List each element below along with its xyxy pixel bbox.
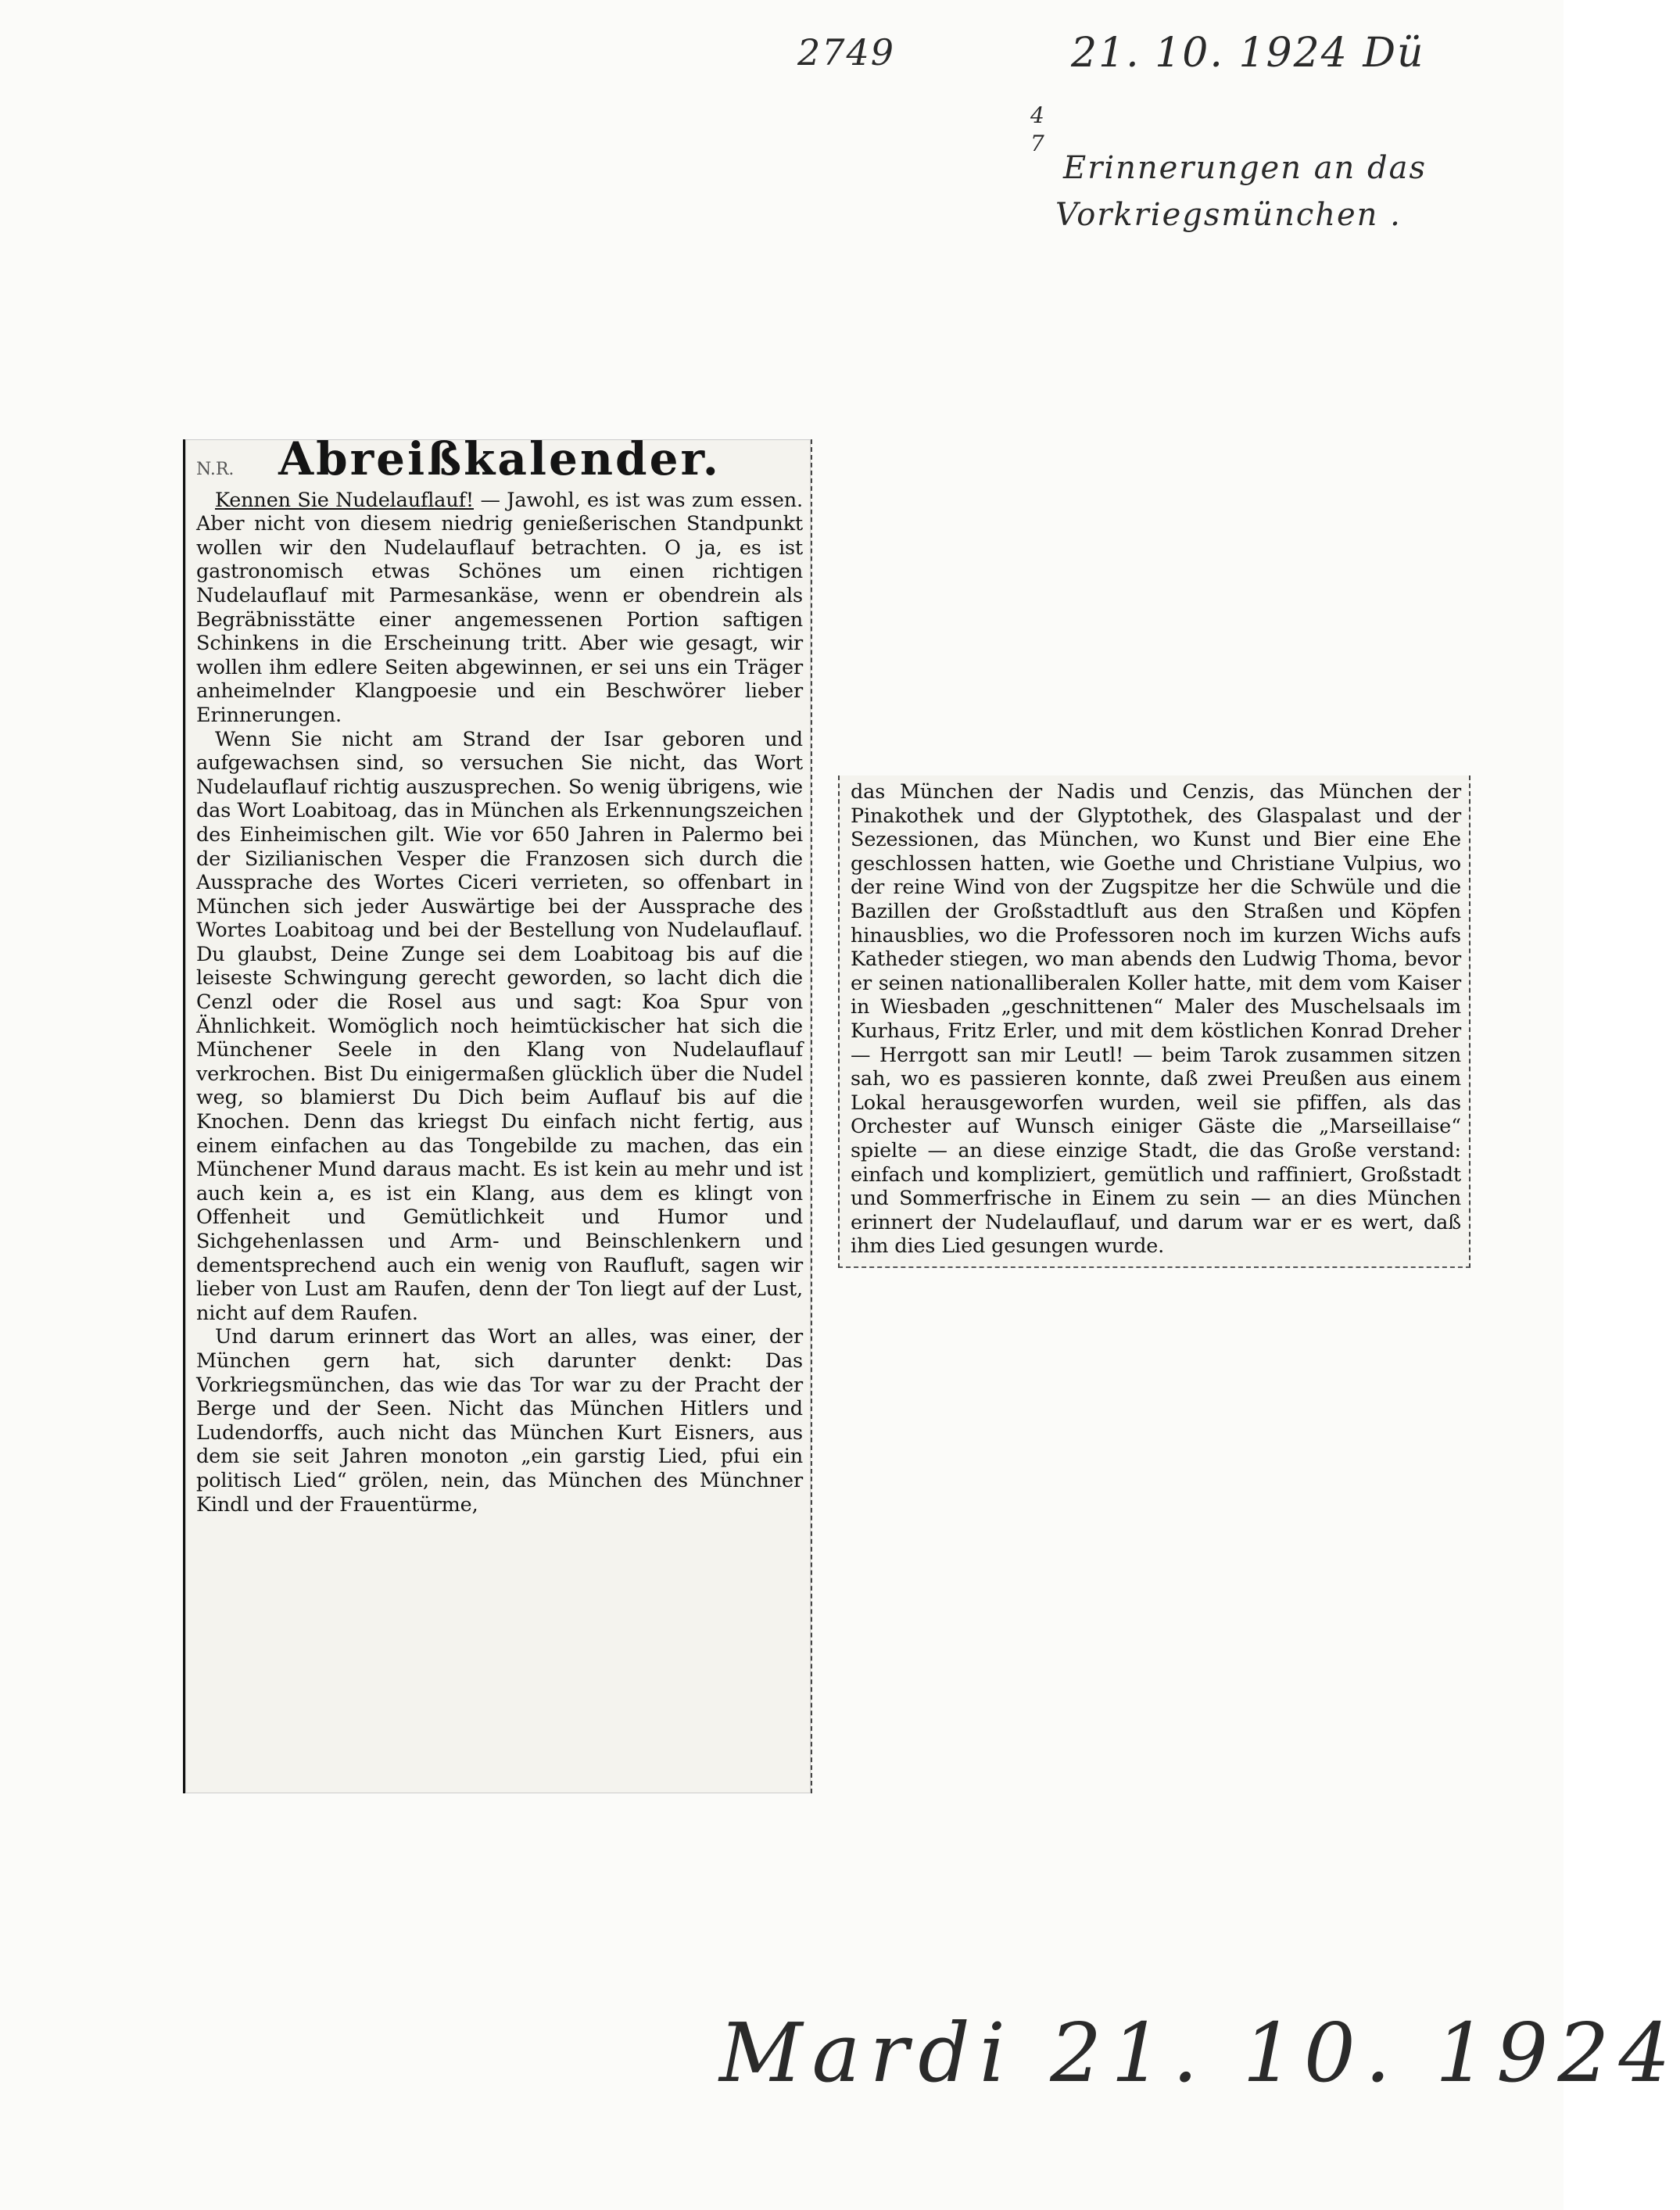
- handwritten-number: 4: [1030, 102, 1046, 128]
- handwritten-numbers: [1030, 102, 1046, 158]
- masthead-stamp: N.R.: [196, 460, 235, 479]
- article-paragraph: Wenn Sie nicht am Strand der Isar geboren und aufgewachsen sind, so versuchen Sie nicht, das Wort Nudelauflauf richtig auszusprechen. So wenig übrigens, wie das Wort Loabitoag, das in München als Erkennungszeichen des Einheimischen gilt. Wie vor 650 Jahren in Palermo bei der Sizilianischen Vesper die Franzosen sich durch die Aussprache des Wortes Ciceri verrieten, so offenbart in München sich jeder Auswärtige bei der Aussprache des Wortes Loabitoag und bei der Bestellung von Nudelauflauf. Du glaubst, Deine Zunge sei dem Loabitoag bis auf die leiseste Schwingung gerecht geworden, so lacht dich die Cenzl oder die Rosel aus und sagt: Koa Spur von Ähnlichkeit. Womöglich noch heimtückischer hat sich die Münchener Seele in den Klang von Nudelauflauf verkrochen. Bist Du einigermaßen glücklich über die Nudel weg, so blamierst Du Dich beim Auflauf bis auf die Knochen. Denn das kriegst Du einfach nicht fertig, aus einem einfachen au das Tongebilde zu machen, das ein Münchener Mund daraus macht. Es ist kein au mehr und ist auch kein a, es ist ein Klang, aus dem es klingt von Offenheit und Gemütlichkeit und Humor und Sichgehenlassen und Arm- und Beinschlenkern und dementsprechend auch ein wenig von Raufluft, sagen wir lieber von Lust am Raufen, denn der Ton liegt auf der Lust, nicht auf dem Raufen.: [196, 727, 803, 1325]
- handwritten-archive-number: 2749: [797, 31, 896, 73]
- newspaper-clipping-main: [183, 432, 812, 1793]
- handwritten-note-line: Erinnerungen an das: [1063, 150, 1427, 186]
- article-paragraph: Und darum erinnert das Wort an alles, was einer, der München gern hat, sich darunter denkt: Das Vorkriegsmünchen, das wie das Tor war zu der Pracht der Berge und der Seen. Nicht das München Hitlers und Ludendorffs, auch nicht das München Kurt Eisners, aus dem sie seit Jahren monoton „ein garstig Lied, pfui ein politisch Lied“ grölen, nein, das München des Münchner Kindl und der Frauentürme,: [196, 1325, 803, 1517]
- headline-row: [196, 432, 803, 485]
- handwritten-date-bottom: Mardi 21. 10. 1924: [719, 2005, 1680, 2101]
- newspaper-clipping-continuation: [838, 775, 1470, 1268]
- article-continuation: das München der Nadis und Cenzis, das München der Pinakothek und der Glyptothek, des Glaspalast und der Sezessionen, das München, wo Kunst und Bier eine Ehe geschlossen hatten, wie Goethe und Christiane Vulpius, wo der reine Wind von der Zugspitze her die Schwüle und die Bazillen der Großstadtluft aus den Straßen und Köpfen hinausblies, wo die Professoren noch im kurzen Wichs aufs Katheder stiegen, wo man abends den Ludwig Thoma, bevor er seinen nationalliberalen Koller hatte, mit dem vom Kaiser in Wiesbaden „geschnittenen“ Maler des Muschelsaals im Kurhaus, Fritz Erler, und mit dem köstlichen Konrad Dreher — Herrgott san mir Leutl! — beim Tarok zusammen sitzen sah, wo es passieren konnte, daß zwei Preußen aus einem Lokal herausgeworfen wurden, weil sie pfiffen, als das Orchester auf Wunsch einiger Gäste die „Marseillaise“ spielte — an diese einzige Stadt, die das Große verstand: einfach und kompliziert, gemütlich und raffiniert, Großstadt und Sommerfrische in Einem zu sein — an dies München erinnert der Nudelauflauf, und darum war er es wert, daß ihm dies Lied gesungen wurde.: [851, 780, 1461, 1259]
- handwritten-date-top: 21. 10. 1924 Dü: [1071, 30, 1425, 77]
- article-paragraph-text: — Jawohl, es ist was zum essen. Aber nicht von diesem niedrig genießerischen Standpunkt wollen wir den Nudelauflauf betrachten. O ja, es ist gastronomisch etwas Schönes um einen richtigen Nudelauflauf mit Parmesankäse, wenn er obendrein als Begräbnisstätte einer angemessenen Portion saftigen Schinkens in die Erscheinung tritt. Aber wie gesagt, wir wollen ihm edlere Seiten abgewinnen, er sei uns ein Träger anheimelnder Klangpoesie und ein Beschwörer lieber Erinnerungen.: [196, 488, 803, 727]
- article-lead-in: Kennen Sie Nudelauflauf!: [215, 488, 474, 512]
- article-paragraph: [196, 489, 803, 728]
- article-headline: Abreißkalender.: [278, 432, 721, 485]
- handwritten-note-line: Vorkriegsmünchen .: [1055, 197, 1402, 233]
- handwritten-number: 7: [1030, 131, 1046, 156]
